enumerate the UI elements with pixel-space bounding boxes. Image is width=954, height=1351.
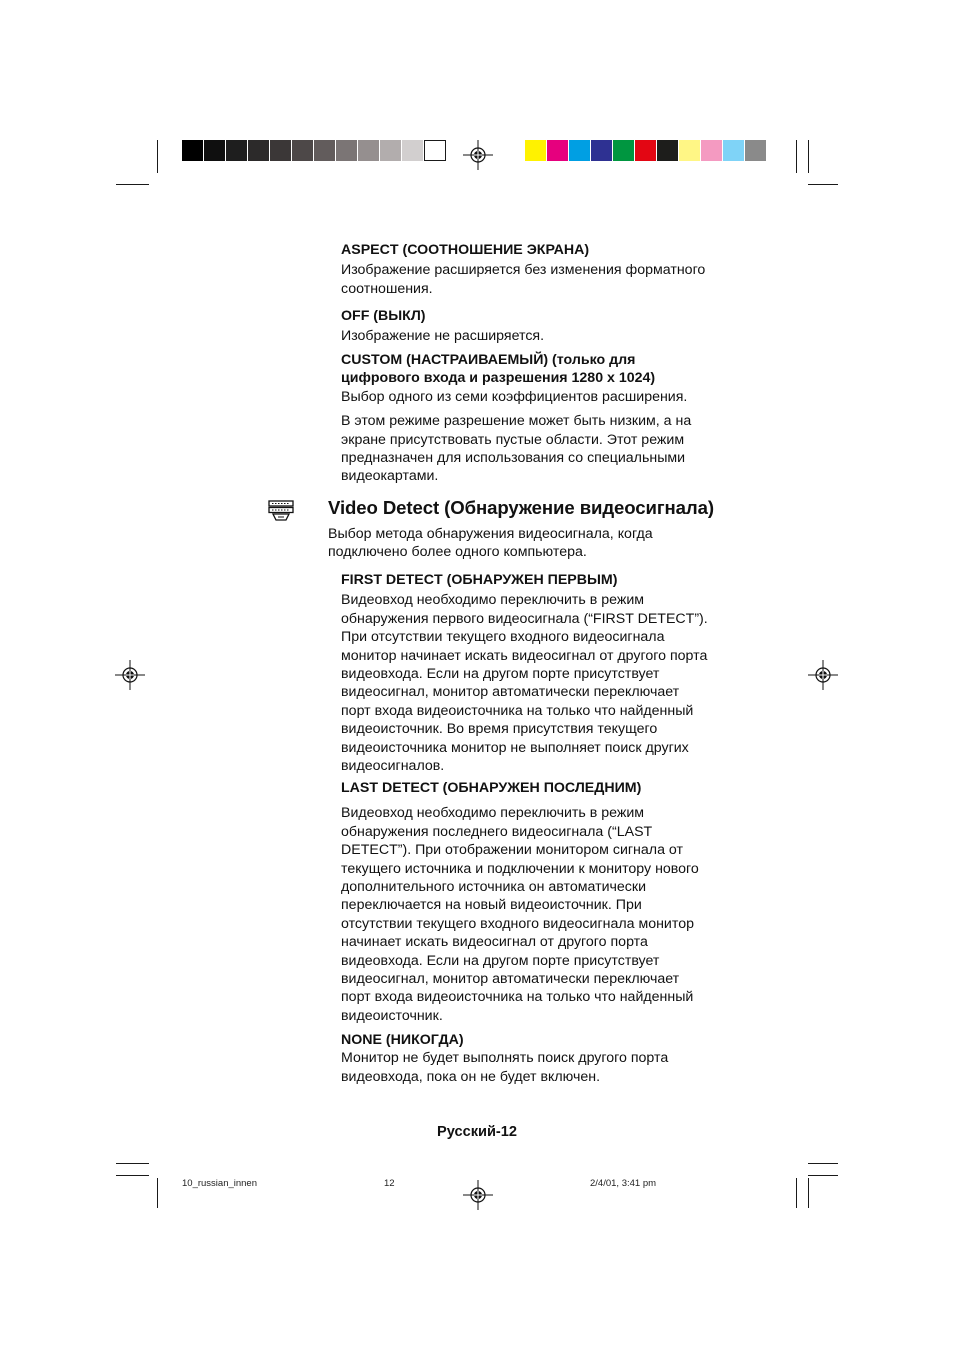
none-section — [341, 1031, 761, 1086]
none-text-line: видеовхода, пока он не будет включен. — [341, 1068, 601, 1085]
last-detect-text-line: видеосигнал, монитор автоматически переключает — [341, 971, 680, 988]
first-detect-text-line: видеосигнал, монитор автоматически переключает — [341, 684, 680, 701]
registration-target-icon — [463, 1180, 493, 1210]
last-detect-text-line: дополнительного источника он автоматически — [341, 879, 647, 896]
video-detect-intro — [328, 525, 748, 562]
color-swatch — [336, 140, 358, 161]
color-swatch — [424, 140, 446, 161]
page-number-label: Русский-12 — [436, 1124, 518, 1140]
first-detect-text-line: обнаружения первого видеосигнала (“FIRST DETECT”). — [341, 610, 708, 627]
last-detect-text-line: Видеовход необходимо переключить в режим — [341, 805, 645, 822]
color-swatch — [679, 140, 701, 161]
last-detect-text-line: начинает искать видеосигнал от другого порта — [341, 934, 648, 951]
registration-target-icon — [808, 660, 838, 690]
slug-date: 2/4/01, 3:41 pm — [590, 1178, 657, 1189]
slug-file-name: 10_russian_innen — [182, 1178, 258, 1189]
first-detect-text-line: При отсутствии текущего входного видеосигнала — [341, 629, 665, 646]
color-swatch — [292, 140, 314, 161]
color-swatch — [723, 140, 745, 161]
custom-text-line: Выбор одного из семи коэффициентов расширения. — [341, 388, 688, 405]
custom-heading-line: цифрового входа и разрешения 1280 x 1024) — [341, 370, 656, 387]
aspect-section — [341, 241, 761, 298]
first-detect-heading: FIRST DETECT (ОБНАРУЖЕН ПЕРВЫМ) — [341, 572, 618, 588]
aspect-text-line: Изображение расширяется без изменения форматного — [341, 262, 706, 279]
first-detect-section — [341, 571, 761, 775]
color-swatch — [701, 140, 723, 161]
grayscale-calibration-bar — [182, 140, 446, 161]
custom-note-line: В этом режиме разрешение может быть низким, а на — [341, 413, 692, 430]
first-detect-text-line: видеоисточника монитор не выполняет поиск других — [341, 739, 689, 756]
last-detect-heading: LAST DETECT (ОБНАРУЖЕН ПОСЛЕДНИМ) — [341, 780, 642, 796]
last-detect-text-line: обнаружения последнего видеосигнала (“LAST — [341, 823, 653, 840]
color-swatch — [270, 140, 292, 161]
color-swatch — [591, 140, 613, 161]
custom-note-line: экране присутствовать пустые области. Этот режим — [341, 431, 685, 448]
first-detect-text-line: монитор начинает искать видеосигнал от другого порта — [341, 647, 708, 664]
last-detect-text-line: видеоисточник. — [341, 1007, 443, 1024]
last-detect-text-line: переключается на новый видеоисточник. При — [341, 897, 642, 914]
color-swatch — [248, 140, 270, 161]
first-detect-text-line: видеоисточник. Во время присутствия текущего — [341, 721, 658, 738]
last-detect-text-line: DETECT”). При отображении монитором сигнала от — [341, 842, 683, 859]
registration-target-icon — [115, 660, 145, 690]
video-detect-title: Video Detect (Обнаружение видеосигнала) — [328, 497, 714, 518]
first-detect-text-line: Видеовход необходимо переключить в режим — [341, 592, 645, 609]
none-text-line: Монитор не будет выполнять поиск другого порта — [341, 1050, 669, 1067]
first-detect-text-line: порт входа видеоисточника на только что найденный — [341, 702, 694, 719]
aspect-heading: ASPECT (СООТНОШЕНИЕ ЭКРАНА) — [341, 242, 590, 258]
off-section — [341, 307, 761, 346]
last-detect-section — [341, 779, 761, 1025]
color-swatch — [745, 140, 767, 161]
intro-line: подключено более одного компьютера. — [328, 544, 587, 561]
custom-heading-line: CUSTOM (НАСТРАИВАЕМЫЙ) (только для — [341, 352, 636, 368]
color-swatch — [402, 140, 424, 161]
last-detect-text — [341, 804, 761, 1025]
color-swatch — [358, 140, 380, 161]
last-detect-text-line: порт входа видеоисточника на только что найденный — [341, 989, 694, 1006]
first-detect-text-line: видеосигналов. — [341, 758, 445, 775]
color-swatch — [613, 140, 635, 161]
color-swatch — [226, 140, 248, 161]
color-swatch — [182, 140, 204, 161]
custom-note-line: предназначен для использования со специальными — [341, 450, 686, 467]
last-detect-text-line: видеовхода. Если на другом порте присутствует — [341, 952, 660, 969]
aspect-text-line: соотношения. — [341, 280, 433, 297]
connector-icon — [268, 500, 294, 522]
color-swatch — [547, 140, 569, 161]
color-calibration-bar — [525, 140, 767, 161]
last-detect-text-line: текущего источника и подключении к монитору нового — [341, 860, 699, 877]
custom-heading — [341, 351, 761, 388]
color-swatch — [569, 140, 591, 161]
color-swatch — [635, 140, 657, 161]
color-swatch — [525, 140, 547, 161]
none-heading: NONE (НИКОГДА) — [341, 1032, 464, 1048]
custom-section — [341, 351, 761, 486]
custom-note-line: видеокартами. — [341, 468, 439, 485]
color-swatch — [204, 140, 226, 161]
first-detect-text — [341, 591, 761, 775]
first-detect-text-line: видеовхода. Если на другом порте присутствует — [341, 666, 660, 683]
last-detect-text-line: отсутствии текущего входного видеосигнала монитор — [341, 915, 694, 932]
color-swatch — [657, 140, 679, 161]
slug-page-number: 12 — [384, 1178, 395, 1189]
registration-target-icon — [463, 140, 493, 170]
off-heading: OFF (ВЫКЛ) — [341, 308, 426, 324]
color-swatch — [314, 140, 336, 161]
color-swatch — [380, 140, 402, 161]
intro-line: Выбор метода обнаружения видеосигнала, когда — [328, 526, 653, 542]
off-text-line: Изображение не расширяется. — [341, 328, 545, 345]
